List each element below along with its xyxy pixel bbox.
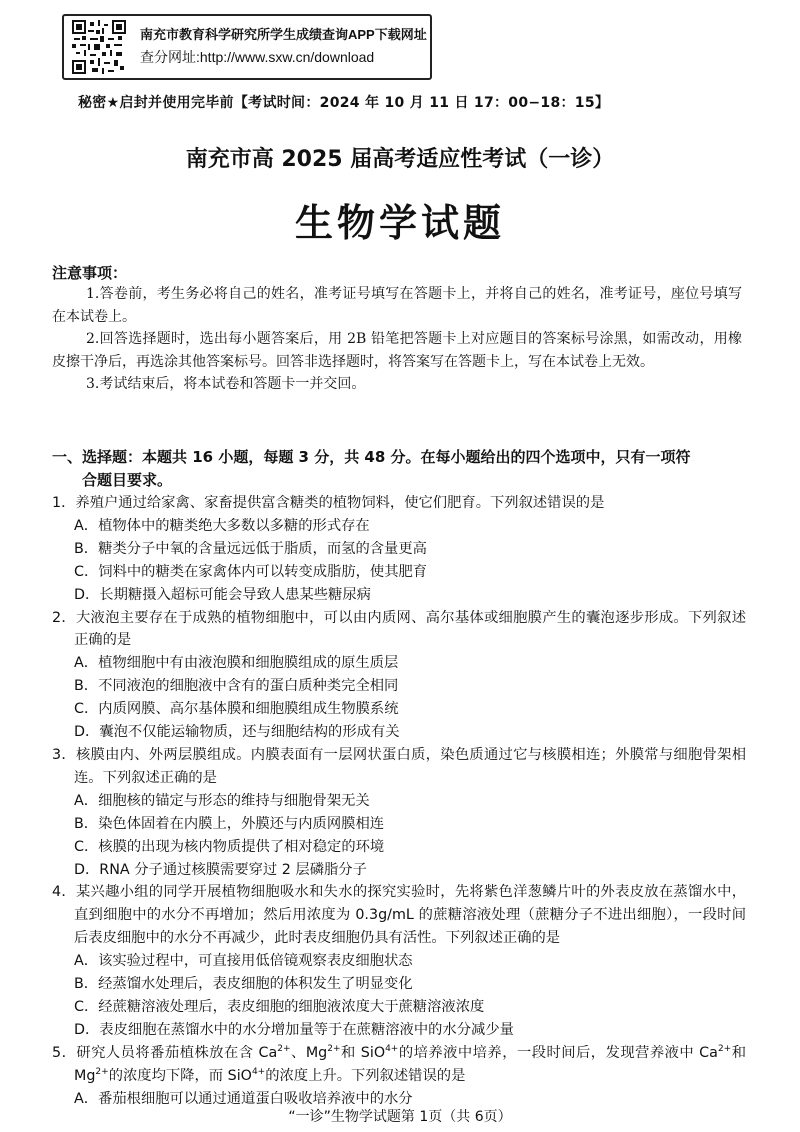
- option-c: C．核膜的出现为核内物质提供了相对稳定的环境: [74, 838, 385, 855]
- option-a: A．植物体中的糖类绝大多数以多糖的形式存在: [74, 517, 370, 534]
- question-stem: 3．核膜由内、外两层膜组成。内膜表面有一层网状蛋白质，染色质通过它与核膜相连；外膜常与细胞骨架相连。下列叙述正确的是: [52, 746, 746, 786]
- question-stem: [52, 1042, 746, 1088]
- option-a: A．该实验过程中，可直接用低倍镜观察表皮细胞状态: [74, 953, 413, 970]
- section-heading-line: 合题目要求。: [82, 470, 173, 489]
- option-b: B．糖类分子中氧的含量远远低于脂质，而氢的含量更高: [74, 540, 427, 557]
- exam-title: 南充市高 2025 届高考适应性考试（一诊）: [185, 147, 615, 172]
- option-d: D．RNA 分子通过核膜需要穿过 2 层磷脂分子: [74, 861, 367, 878]
- question-list: [52, 492, 746, 1110]
- section-heading-line: 一、选择题：本题共 16 小题，每题 3 分，共 48 分。在每小题给出的四个选项中，只有一项符: [52, 448, 691, 466]
- download-info-box: [62, 14, 432, 80]
- notice-item: 3.考试结束后，将本试卷和答题卡一并交回。: [86, 376, 366, 393]
- stem-text: 的浓度均下降，而 SiO: [108, 1067, 252, 1084]
- confidential-exam-time: 秘密★启封并使用完毕前【考试时间：2024 年 10 月 11 日 17：00−18：15】: [78, 95, 610, 111]
- section-heading: [52, 446, 742, 491]
- subject-title: 生物学试题: [294, 201, 505, 245]
- option-b: B．经蒸馏水处理后，表皮细胞的体积发生了明显变化: [74, 976, 413, 993]
- qr-code-icon[interactable]: [72, 20, 126, 74]
- stem-text: 的浓度上升。下列叙述错误的是: [265, 1067, 466, 1084]
- question-5: [52, 1042, 746, 1111]
- stem-text: 、Mg: [290, 1044, 328, 1061]
- option-c: C．内质网膜、高尔基体膜和细胞膜组成生物膜系统: [74, 701, 399, 718]
- notice-heading: 注意事项：: [52, 264, 128, 282]
- stem-text: 和 SiO: [340, 1044, 386, 1061]
- option-d: D．长期糖摄入超标可能会导致人患某些糖尿病: [74, 586, 371, 603]
- stem-text: 的培养液中培养，一段时间后，发现营养液中 Ca: [398, 1044, 718, 1061]
- question-4: [52, 881, 746, 1041]
- ion-charge: 4+: [251, 1066, 266, 1077]
- stem-text: 和 Mg: [74, 1044, 746, 1084]
- ion-charge: 2+: [717, 1043, 732, 1054]
- ion-charge: 2+: [95, 1066, 109, 1077]
- option-c: C．经蔗糖溶液处理后，表皮细胞的细胞液浓度大于蔗糖溶液浓度: [74, 998, 485, 1015]
- option-d: D．囊泡不仅能运输物质，还与细胞结构的形成有关: [74, 724, 400, 741]
- download-app-line: 南充市教育科学研究所学生成绩查询APP下载网址: [140, 27, 427, 42]
- option-b: B．不同液泡的细胞液中含有的蛋白质种类完全相同: [74, 678, 399, 695]
- question-stem: 4．某兴趣小组的同学开展植物细胞吸水和失水的探究实验时，先将紫色洋葱鳞片叶的外表皮放在蒸馏水中，直到细胞中的水分不再增加；然后用浓度为 0.3g/mL 的蔗糖溶液处理（蔗糖分子不进出细胞），一段时间后表皮细胞中的水分不再减少，此时表皮细胞仍具有活性。下列叙述正确的是: [52, 884, 746, 947]
- option-d: D．表皮细胞在蒸馏水中的水分增加量等于在蔗糖溶液中的水分减少量: [74, 1021, 514, 1038]
- question-stem: 2．大液泡主要存在于成熟的植物细胞中，可以由内质网、高尔基体或细胞膜产生的囊泡逐步形成。下列叙述正确的是: [52, 609, 746, 649]
- score-query-url[interactable]: 查分网址:http://www.sxw.cn/download: [140, 49, 375, 65]
- stem-text: 5．研究人员将番茄植株放在含 Ca: [52, 1044, 278, 1061]
- page-footer: “一诊”生物学试题第 1页（共 6页）: [288, 1109, 512, 1125]
- question-3: [52, 744, 746, 881]
- question-stem: 1．养殖户通过给家禽、家畜提供富含糖类的植物饲料，使它们肥育。下列叙述错误的是: [52, 495, 605, 511]
- option-c: C．饲料中的糖类在家禽体内可以转变成脂肪，使其肥育: [74, 563, 428, 580]
- question-1: [52, 492, 746, 607]
- ion-charge: 4+: [385, 1043, 399, 1054]
- option-a: A．植物细胞中有由液泡膜和细胞膜组成的原生质层: [74, 655, 399, 672]
- notice-list: [52, 283, 742, 396]
- ion-charge: 2+: [327, 1043, 341, 1054]
- ion-charge: 2+: [277, 1043, 291, 1054]
- question-2: [52, 607, 746, 744]
- notice-item: 2.回答选择题时，选出每小题答案后，用 2B 铅笔把答题卡上对应题目的答案标号涂黑，如需改动，用橡皮擦干净后，再选涂其他答案标号。回答非选择题时，将答案写在答题卡上，写在本试卷上无效。: [52, 331, 742, 370]
- download-info-text: [140, 24, 427, 68]
- option-b: B．染色体固着在内膜上，外膜还与内质网膜相连: [74, 815, 385, 832]
- option-a: A．细胞核的锚定与形态的维持与细胞骨架无关: [74, 792, 370, 809]
- notice-item: 1.答卷前，考生务必将自己的姓名，准考证号填写在答题卡上，并将自己的姓名，准考证号，座位号填写在本试卷上。: [52, 286, 742, 325]
- option-a: A．番茄根细胞可以通过通道蛋白吸收培养液中的水分: [74, 1090, 413, 1107]
